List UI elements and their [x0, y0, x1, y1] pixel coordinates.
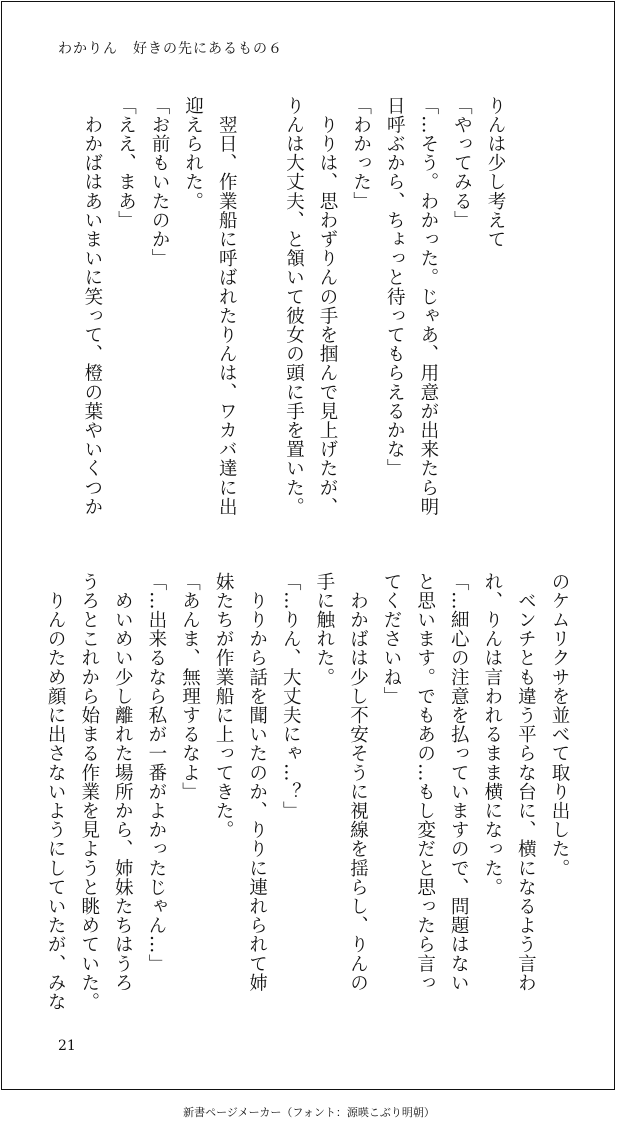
text-line: 「…出来るなら私が一番がよかったじゃん…」 — [145, 572, 167, 974]
text-line: 「わかった」 — [350, 96, 372, 211]
upper-text-block — [52, 96, 512, 526]
text-line: 「…りん、大丈夫にゃ…？」 — [280, 572, 302, 821]
text-line: ベンチとも違う平らな台に、横になるよう言わ — [515, 572, 537, 993]
text-line: 手に触れた。 — [313, 572, 335, 687]
text-line: りりから話を聞いたのか、りりに連れられて姉 — [246, 572, 268, 993]
text-line: 妹たちが作業船に上ってきた。 — [213, 572, 235, 840]
text-line: 「あんま、無理するなよ」 — [179, 572, 201, 802]
text-line: りんは少し考えて — [485, 96, 506, 249]
text-line: わかばは少し不安そうに視線を揺らし、りんの — [347, 572, 369, 993]
text-line: てくださいね」 — [381, 572, 403, 706]
text-line: 「やってみる」 — [451, 96, 473, 230]
text-line: めいめい少し離れた場所から、姉妹たちはうろ — [112, 572, 134, 993]
lower-text-block — [45, 572, 576, 1012]
running-title: わかりん 好きの先にあるもの６ — [58, 41, 283, 57]
page-number: 21 — [58, 1038, 76, 1054]
text-line: 「ええ、まあ」 — [115, 96, 137, 230]
text-line: うろとこれから始まる作業を見ようと眺めていた。 — [78, 572, 100, 1012]
text-line: 「…細心の注意を払っていますので、問題はない — [448, 572, 470, 993]
text-line: 「お前もいたのか」 — [149, 96, 171, 268]
text-line: れ、りんは言われるまま横になった。 — [481, 572, 503, 897]
text-line: りりは、思わずりんの手を掴んで見上げたが、 — [317, 96, 339, 517]
text-line: 翌日、作業船に呼ばれたりんは、ワカバ達に出 — [216, 96, 238, 517]
text-line: わかばはあいまいに笑って、橙の葉やいくつか — [81, 96, 103, 517]
text-line: りんは大丈夫、と頷いて彼女の頭に手を置いた。 — [283, 96, 305, 517]
text-line: りんのため顔に出さないようにしていたが、みな — [45, 572, 67, 1012]
text-line: のケムリクサを並べて取り出した。 — [549, 572, 570, 878]
text-line: 「…そう。わかった。じゃあ、用意が出来たら明 — [417, 96, 439, 517]
text-line: 迎えられた。 — [182, 96, 204, 211]
footer-credit: 新書ページメーカー（フォント：源暎こぶり明朝） — [183, 1106, 435, 1119]
text-line: と思います。でもあの…もし変だと思ったら言っ — [414, 572, 436, 993]
blank-line — [243, 96, 277, 526]
text-line: 日呼ぶから、ちょっと待ってもらえるかな」 — [384, 96, 406, 478]
page-frame — [1, 1, 615, 1090]
